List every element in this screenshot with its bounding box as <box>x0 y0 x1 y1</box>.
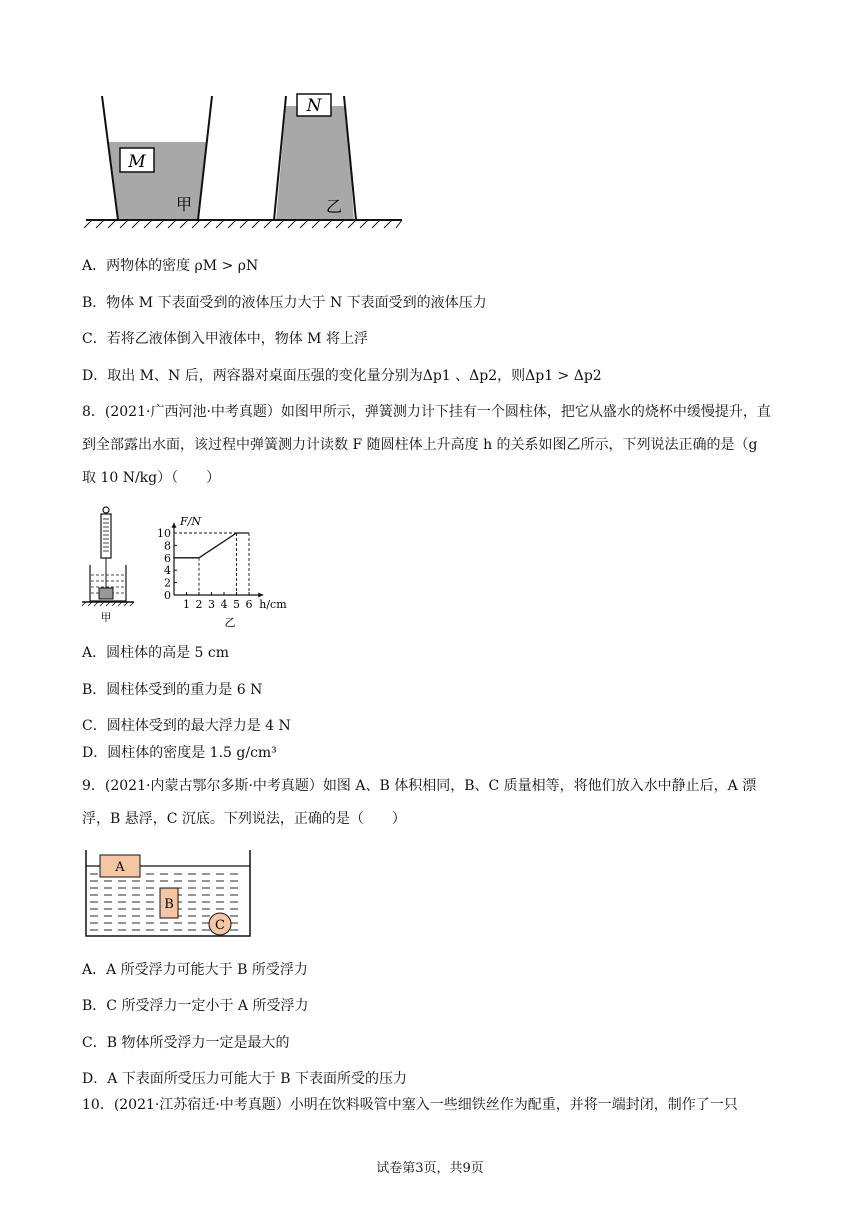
y-tick-label: 0 <box>164 589 171 602</box>
y-tick-label: 6 <box>164 551 171 565</box>
label-A: A <box>115 860 125 875</box>
q8-option-b: B．圆柱体受到的重力是 6 N <box>82 682 263 698</box>
x-tick-label: 6 <box>245 598 253 611</box>
q9-option-c: C．B 物体所受浮力一定是最大的 <box>82 1035 290 1051</box>
y-tick-label: 4 <box>164 564 171 578</box>
page-footer: 试卷第3页，共9页 <box>376 1161 484 1176</box>
q8-stem: 8．(2021·广西河池·中考真题）如图甲所示，弹簧测力计下挂有一个圆柱体，把它从盛水的烧杯中缓慢提升，直到全部露出水面，该过程中弹簧测力计读数 F 随圆柱体上升高度 h 的关系如图乙所示，下列说法正确的是（g 取 10 N/kg）（ ） <box>82 404 771 486</box>
q8-option-c: C．圆柱体受到的最大浮力是 4 N <box>82 718 291 734</box>
label-jia: 甲 <box>175 195 193 214</box>
x-axis-arrow <box>258 593 263 598</box>
q7-figure <box>84 88 404 228</box>
q9-stem: 9．(2021·内蒙古鄂尔多斯·中考真题）如图 A、B 体积相同，B、C 质量相等，将他们放入水中静止后，A 漂浮，B 悬浮，C 沉底。下列说法，正确的是（ ） <box>82 778 757 827</box>
label-jia: 甲 <box>100 611 112 624</box>
label-M: M <box>128 152 146 172</box>
q7-option-a: A．两物体的密度 ρM > ρN <box>82 258 259 274</box>
q8-chart <box>154 505 304 627</box>
label-C: C <box>215 918 225 933</box>
q9-option-d: D．A 下表面所受压力可能大于 B 下表面所受的压力 <box>82 1071 407 1087</box>
x-tick-label: 2 <box>195 598 203 611</box>
q7-option-c: C．若将乙液体倒入甲液体中，物体 M 将上浮 <box>82 331 368 347</box>
y-axis-label: F/N <box>180 514 201 528</box>
label-N: N <box>306 96 322 116</box>
x-tick-label: 5 <box>233 598 240 611</box>
series-line <box>174 533 249 558</box>
y-tick-label: 2 <box>164 576 171 590</box>
label-yi: 乙 <box>224 616 236 627</box>
q9-figure <box>84 848 254 940</box>
x-tick-label: 1 <box>183 598 190 611</box>
q8-option-d: D．圆柱体的密度是 1.5 g/cm³ <box>82 745 277 761</box>
q9-option-a: A．A 所受浮力可能大于 B 所受浮力 <box>82 962 308 978</box>
q7-option-d: D．取出 M、N 后，两容器对桌面压强的变化量分别为Δp1 、Δp2，则Δp1 > Δp2 <box>82 368 602 384</box>
container-yi-liquid <box>276 106 354 220</box>
q7-option-b: B．物体 M 下表面受到的液体压力大于 N 下表面受到的液体压力 <box>82 295 487 311</box>
y-tick-label: 8 <box>164 539 171 553</box>
x-axis-label: h/cm <box>259 598 287 611</box>
y-tick-label: 10 <box>157 527 171 540</box>
x-tick-label: 4 <box>220 598 228 611</box>
label-yi: 乙 <box>325 197 343 216</box>
q9-option-b: B．C 所受浮力一定小于 A 所受浮力 <box>82 998 309 1014</box>
cylinder <box>99 588 113 599</box>
spring-scale <box>101 514 111 558</box>
q10-stem: 10．(2021·江苏宿迁·中考真题）小明在饮料吸管中塞入一些细铁丝作为配重，并将一端封闭，制作了一只 <box>82 1097 738 1113</box>
label-B: B <box>164 897 174 912</box>
x-tick-label: 3 <box>208 598 215 611</box>
q8-figure-jia <box>82 505 154 627</box>
q8-option-a: A．圆柱体的高是 5 cm <box>82 645 230 661</box>
y-axis-arrow <box>172 523 177 528</box>
